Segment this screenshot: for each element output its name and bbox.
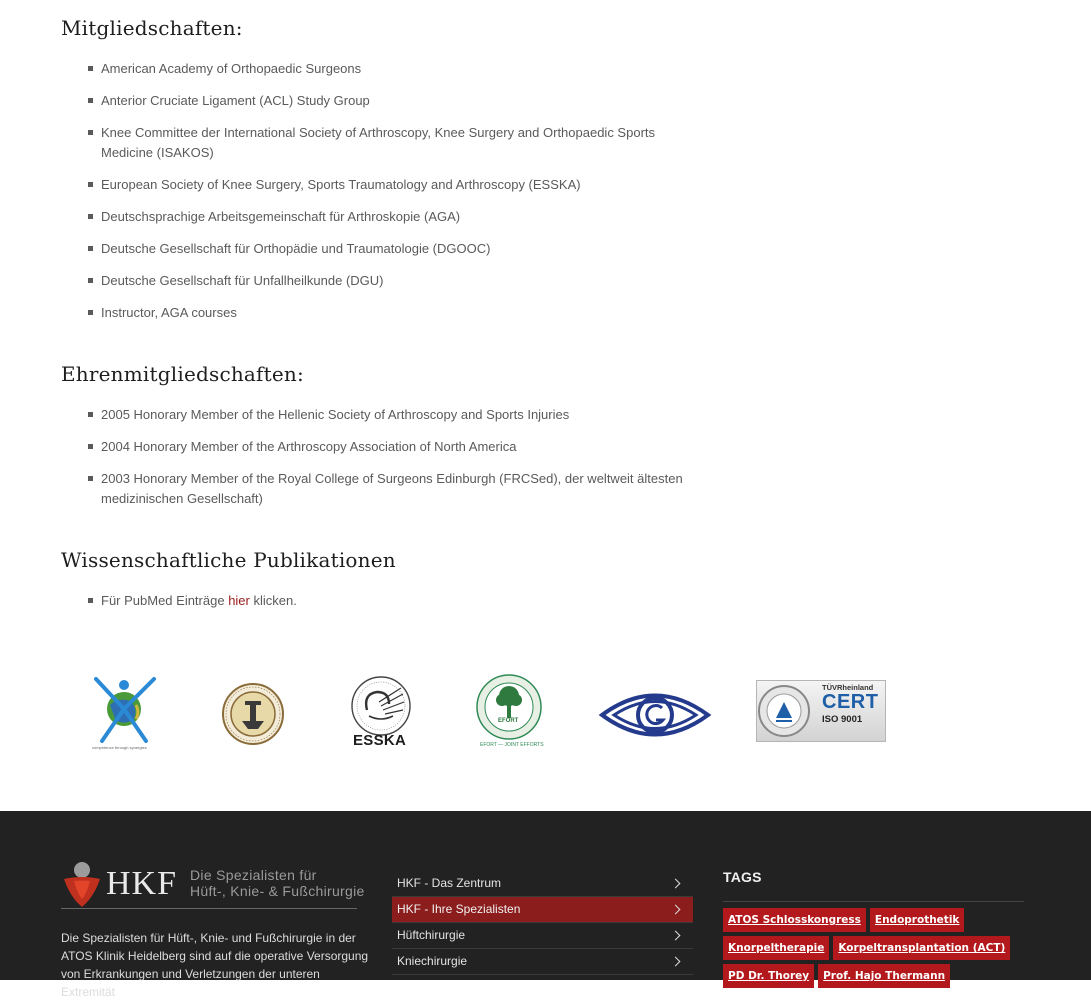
list-item — [88, 591, 708, 611]
tuv-cert-logo-icon — [756, 680, 888, 744]
society-seal-logo-icon — [220, 683, 286, 749]
brand-tagline-line1: Die Spezialisten für — [190, 867, 317, 883]
site-footer — [0, 811, 1091, 999]
list-item: Deutsche Gesellschaft für Unfallheilkunde (DGU) — [88, 271, 708, 291]
esska-logo-icon — [343, 674, 419, 754]
footer-brand — [61, 861, 371, 911]
brand-divider — [61, 908, 357, 909]
efort-caption: EFORT — JOINT EFFORTS — [480, 742, 544, 748]
list-item: 2004 Honorary Member of the Arthroscopy Association of North America — [88, 437, 708, 457]
list-item: Deutschsprachige Arbeitsgemeinschaft für Arthroskopie (AGA) — [88, 207, 708, 227]
logo-caption: competence through synergies — [92, 745, 147, 750]
nav-item-label: Kniechirurgie — [397, 954, 468, 968]
tuv-brand: TÜVRheinland — [822, 683, 874, 692]
nav-item-hueftchirurgie[interactable] — [392, 923, 693, 949]
footer-nav — [392, 871, 693, 975]
publications-list — [88, 591, 708, 623]
list-item: Anterior Cruciate Ligament (ACL) Study Group — [88, 91, 708, 111]
tags-divider — [723, 901, 1024, 902]
figure-globe-logo-icon — [90, 675, 160, 750]
chevron-right-icon — [671, 905, 681, 915]
tags-title: TAGS — [723, 869, 762, 885]
hkf-logo-icon — [61, 861, 103, 909]
nav-item-kniechirurgie[interactable] — [392, 949, 693, 975]
tag-pd-dr-thorey[interactable]: PD Dr. Thorey — [723, 964, 814, 988]
chevron-right-icon — [671, 957, 681, 967]
brand-tagline-line2: Hüft-, Knie- & Fußchirurgie — [190, 883, 365, 899]
nav-item-label: HKF - Das Zentrum — [397, 876, 502, 890]
eye-logo-icon — [600, 684, 710, 746]
list-item: Knee Committee der International Society of Arthroscopy, Knee Surgery and Orthopaedic Sports Medicine (ISAKOS) — [88, 123, 708, 163]
tag-korpeltransplantation[interactable]: Korpeltransplantation (ACT) — [833, 936, 1010, 960]
list-item: Instructor, AGA courses — [88, 303, 708, 323]
honorary-title: Ehrenmitgliedschaften: — [61, 362, 304, 386]
memberships-title: Mitgliedschaften: — [61, 16, 243, 40]
tag-endoprothetik[interactable]: Endoprothetik — [870, 908, 965, 932]
nav-item-label: HKF - Ihre Spezialisten — [397, 902, 521, 916]
tuv-cert: CERT — [822, 691, 879, 713]
brand-name: HKF — [106, 865, 178, 902]
pubmed-suffix: klicken. — [249, 593, 297, 608]
tag-cloud — [723, 908, 1024, 992]
list-item: European Society of Knee Surgery, Sports Traumatology and Arthroscopy (ESSKA) — [88, 175, 708, 195]
pubmed-link[interactable]: hier — [228, 593, 250, 608]
nav-item-zentrum[interactable] — [392, 871, 693, 897]
tag-knorpeltherapie[interactable]: Knorpeltherapie — [723, 936, 829, 960]
list-item: 2005 Honorary Member of the Hellenic Society of Arthroscopy and Sports Injuries — [88, 405, 708, 425]
brand-tagline — [190, 867, 365, 899]
nav-item-spezialisten[interactable] — [392, 897, 693, 923]
tuv-iso: ISO 9001 — [822, 714, 863, 725]
list-item: Deutsche Gesellschaft für Orthopädie und Traumatologie (DGOOC) — [88, 239, 708, 259]
esska-label: ESSKA — [353, 732, 407, 749]
nav-item-label: Hüftchirurgie — [397, 928, 466, 942]
list-item: 2003 Honorary Member of the Royal College of Surgeons Edinburgh (FRCSed), der weltweit ältesten medizinischen Gesellschaft) — [88, 469, 708, 509]
memberships-list — [88, 59, 708, 335]
chevron-right-icon — [671, 931, 681, 941]
efort-label: EFORT — [498, 718, 519, 724]
honorary-list — [88, 405, 708, 521]
footer-about-text: Die Spezialisten für Hüft-, Knie- und Fußchirurgie in der ATOS Klinik Heidelberg sind auf die operative Versorgung von Erkrankungen und Verletzungen der unteren Extremität — [61, 931, 369, 999]
pubmed-prefix: Für PubMed Einträge — [101, 593, 229, 608]
efort-logo-icon — [474, 674, 544, 750]
tag-atos-schlosskongress[interactable]: ATOS Schlosskongress — [723, 908, 866, 932]
list-item: American Academy of Orthopaedic Surgeons — [88, 59, 708, 79]
partner-logos — [0, 670, 1091, 760]
publications-title: Wissenschaftliche Publikationen — [61, 548, 396, 572]
chevron-right-icon — [671, 879, 681, 889]
tag-prof-hajo-thermann[interactable]: Prof. Hajo Thermann — [818, 964, 950, 988]
